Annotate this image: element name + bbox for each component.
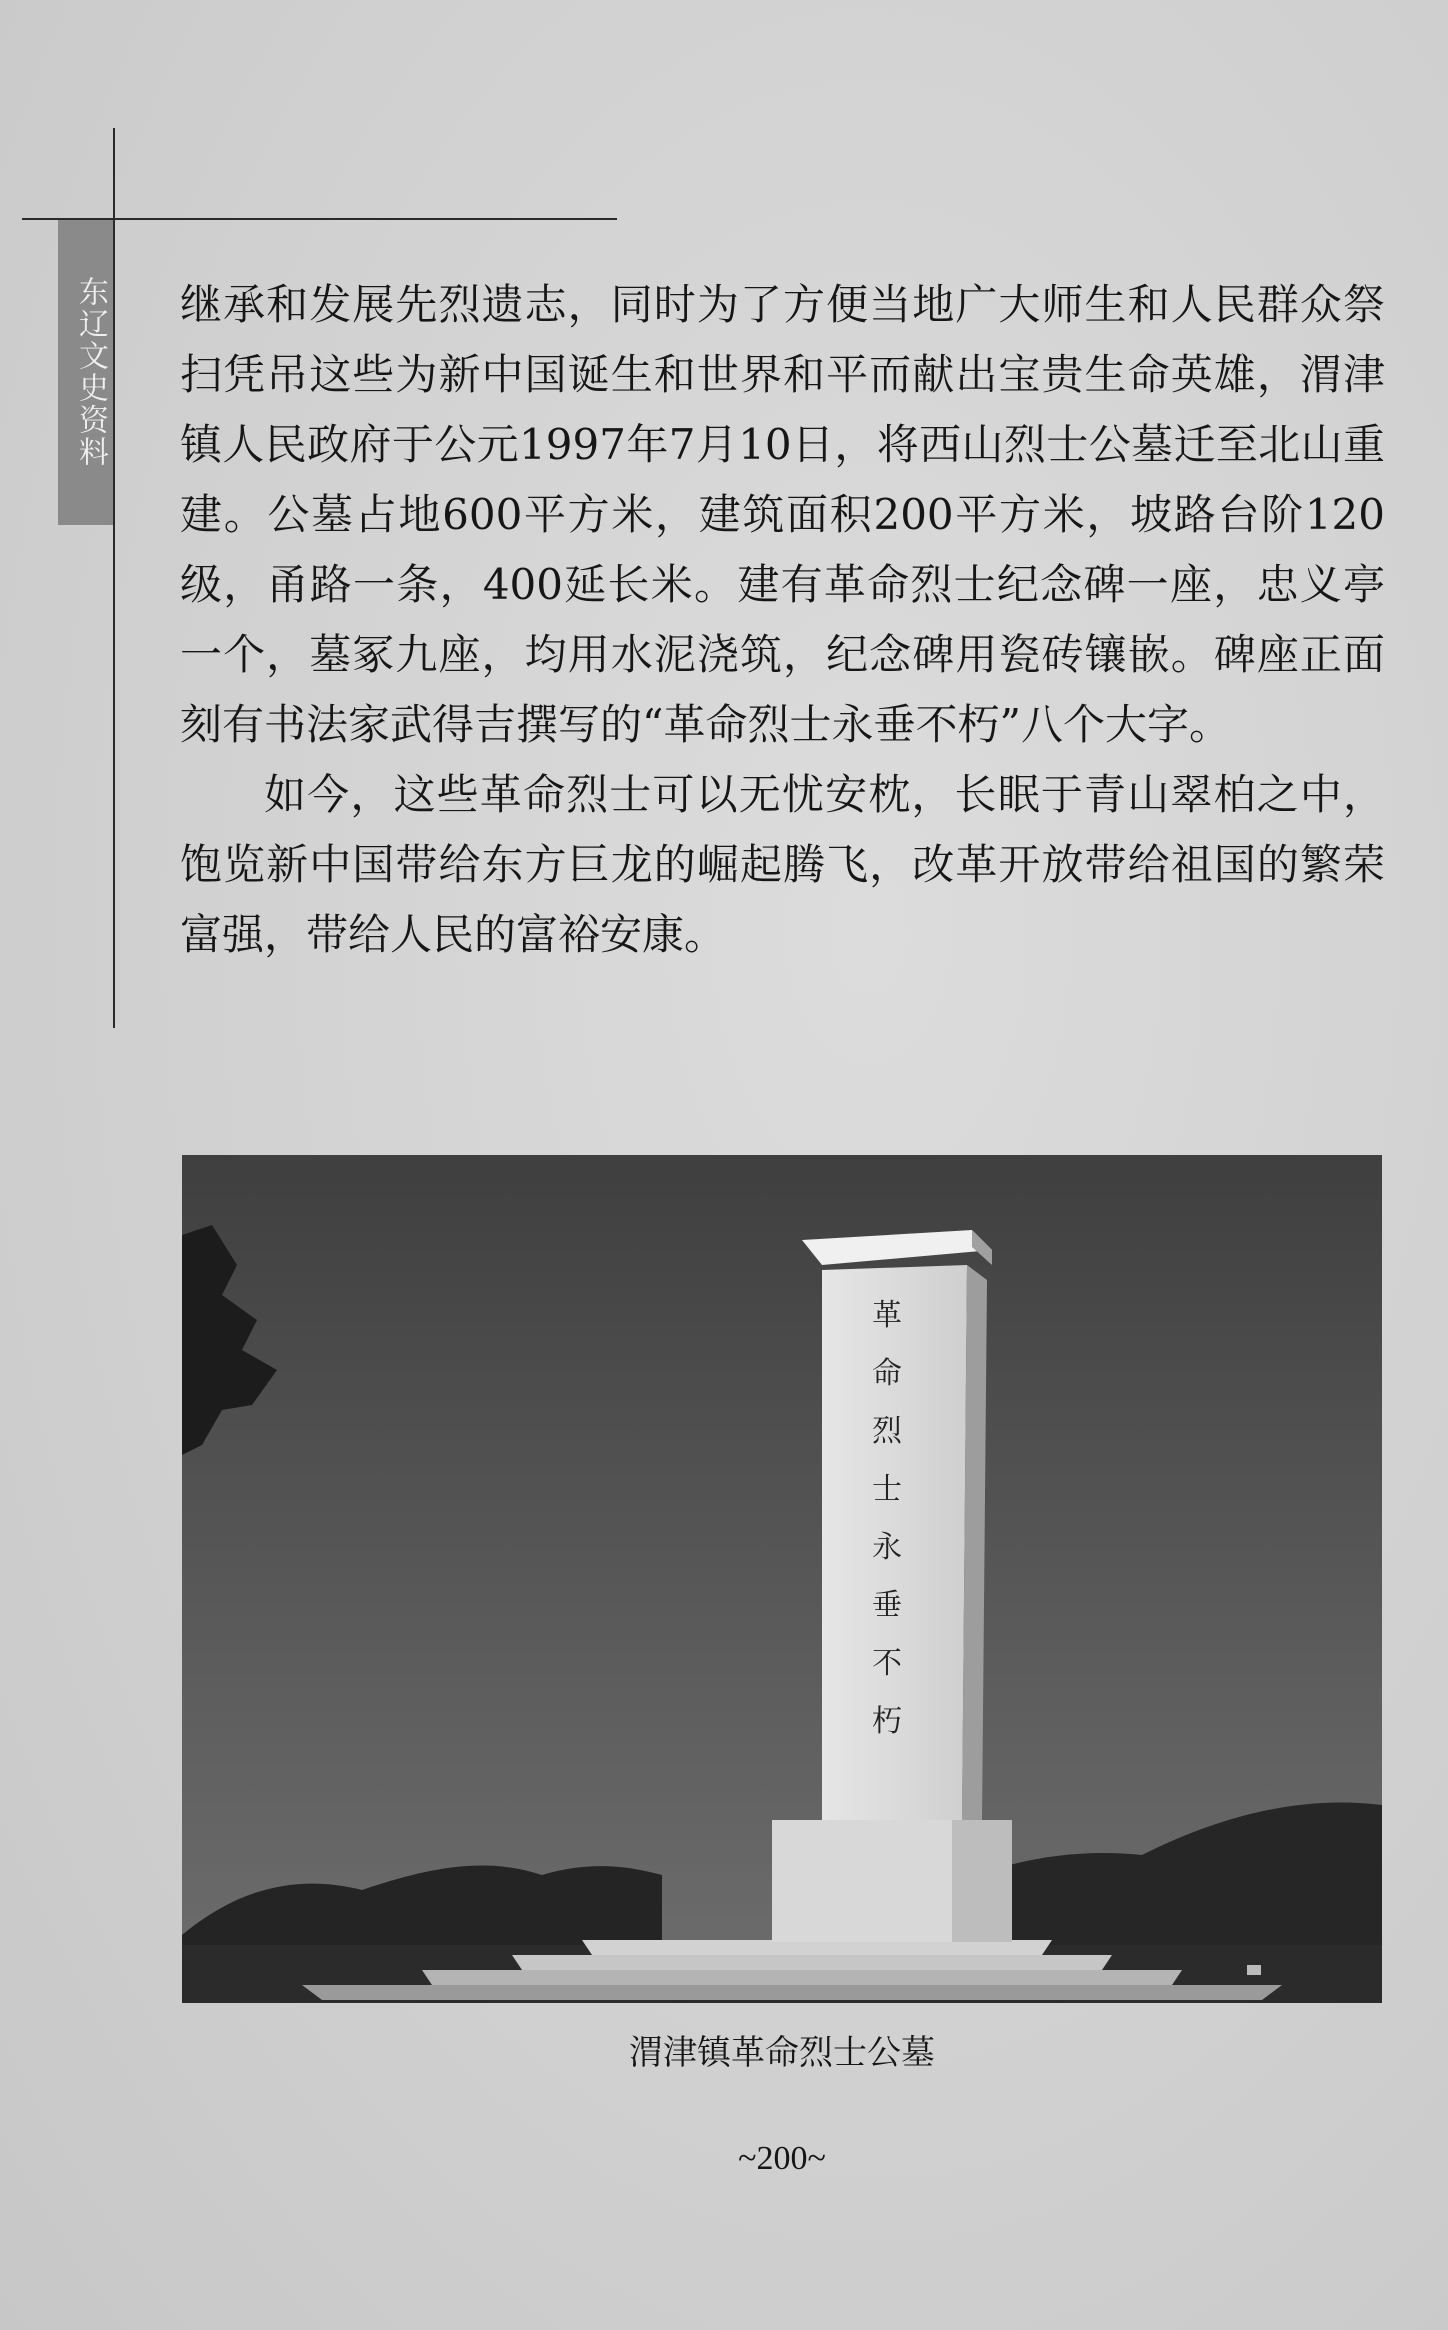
inscription-char: 不 — [872, 1646, 902, 1681]
inscription-char: 命 — [872, 1356, 902, 1391]
monument-photo — [182, 1155, 1382, 2003]
paragraph-2: 如今，这些革命烈士可以无忧安枕，长眠于青山翠柏之中，饱览新中国带给东方巨龙的崛起腾飞，改革开放带给祖国的繁荣富强，带给人民的富裕安康。 — [180, 770, 1385, 959]
inscription-char: 烈 — [872, 1414, 902, 1449]
body-text — [180, 270, 1385, 970]
inscription-char: 朽 — [872, 1704, 902, 1739]
side-title: 东辽文史资料 — [73, 276, 108, 468]
photo-caption: 渭津镇革命烈士公墓 — [629, 2033, 935, 2073]
inscription-char: 革 — [872, 1298, 902, 1333]
paragraph-1: 继承和发展先烈遗志，同时为了方便当地广大师生和人民群众祭扫凭吊这些为新中国诞生和世界和平而献出宝贵生命英雄，渭津镇人民政府于公元1997年7月10日，将西山烈士公墓迁至北山重建。公墓占地600平方米，建筑面积200平方米，坡路台阶120级，甬路一条，400延长米。建有革命烈士纪念碑一座，忠义亭一个，墓冢九座，均用水泥浇筑，纪念碑用瓷砖镶嵌。碑座正面刻有书法家武得吉撰写的“革命烈士永垂不朽”八个大字。 — [180, 280, 1385, 749]
inscription-char: 永 — [872, 1530, 902, 1565]
margin-rule — [113, 128, 115, 1028]
page-number: ~200~ — [738, 2140, 826, 2177]
inscription-char: 士 — [872, 1472, 902, 1507]
inscription-char: 垂 — [872, 1588, 902, 1623]
